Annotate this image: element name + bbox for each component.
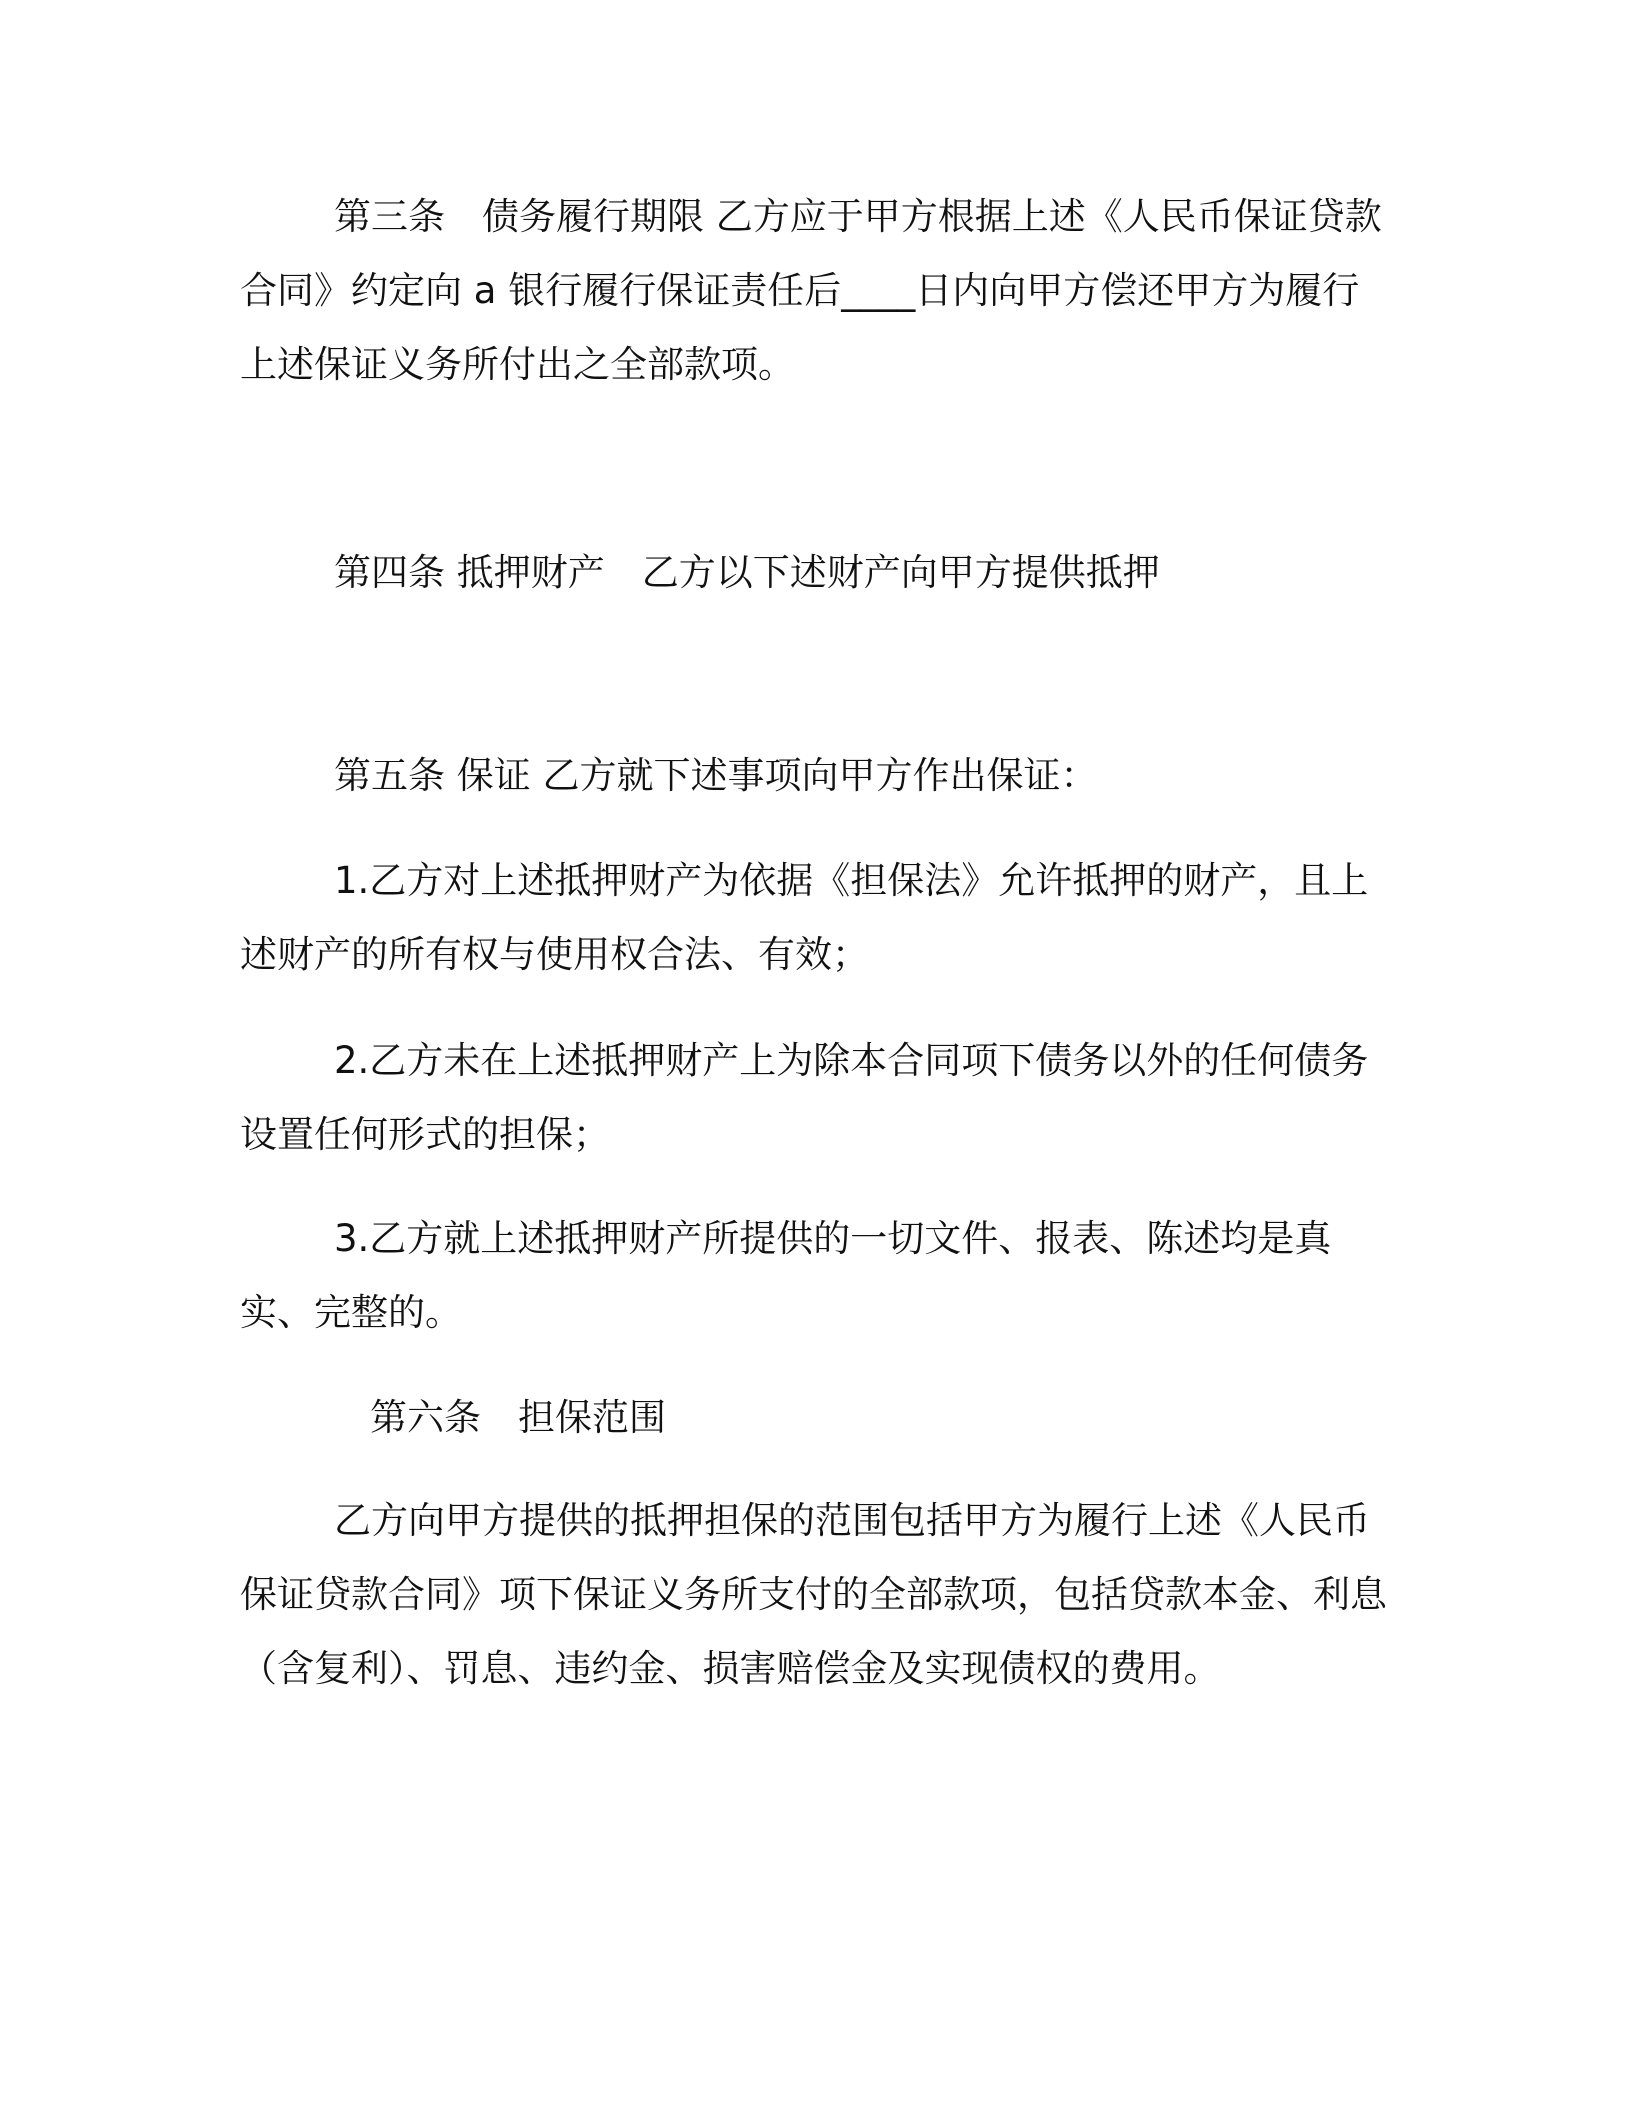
article-5-item-3: 3.乙方就上述抵押财产所提供的一切文件、报表、陈述均是真实、完整的。 bbox=[240, 1217, 1332, 1334]
article-5-item-2: 2.乙方未在上述抵押财产上为除本合同项下债务以外的任何债务设置任何形式的担保； bbox=[240, 1039, 1369, 1156]
article-6-heading: 第六条 担保范围 bbox=[370, 1396, 666, 1439]
article-3-paragraph: 第三条 债务履行期限 乙方应于甲方根据上述《人民币保证贷款合同》约定向 a 银行履行保证责任后____日内向甲方偿还甲方为履行上述保证义务所付出之全部款项。 bbox=[240, 195, 1382, 386]
article-5-heading: 第五条 保证 乙方就下述事项向甲方作出保证： bbox=[334, 754, 1098, 797]
article-6-body: 乙方向甲方提供的抵押担保的范围包括甲方为履行上述《人民币保证贷款合同》项下保证义务所支付的全部款项，包括贷款本金、利息（含复利）、罚息、违约金、损害赔偿金及实现债权的费用。 bbox=[240, 1499, 1387, 1690]
article-4-paragraph: 第四条 抵押财产 乙方以下述财产向甲方提供抵押 bbox=[334, 551, 1160, 594]
article-5-item-1: 1.乙方对上述抵押财产为依据《担保法》允许抵押的财产，且上述财产的所有权与使用权合法、有效； bbox=[240, 859, 1369, 976]
